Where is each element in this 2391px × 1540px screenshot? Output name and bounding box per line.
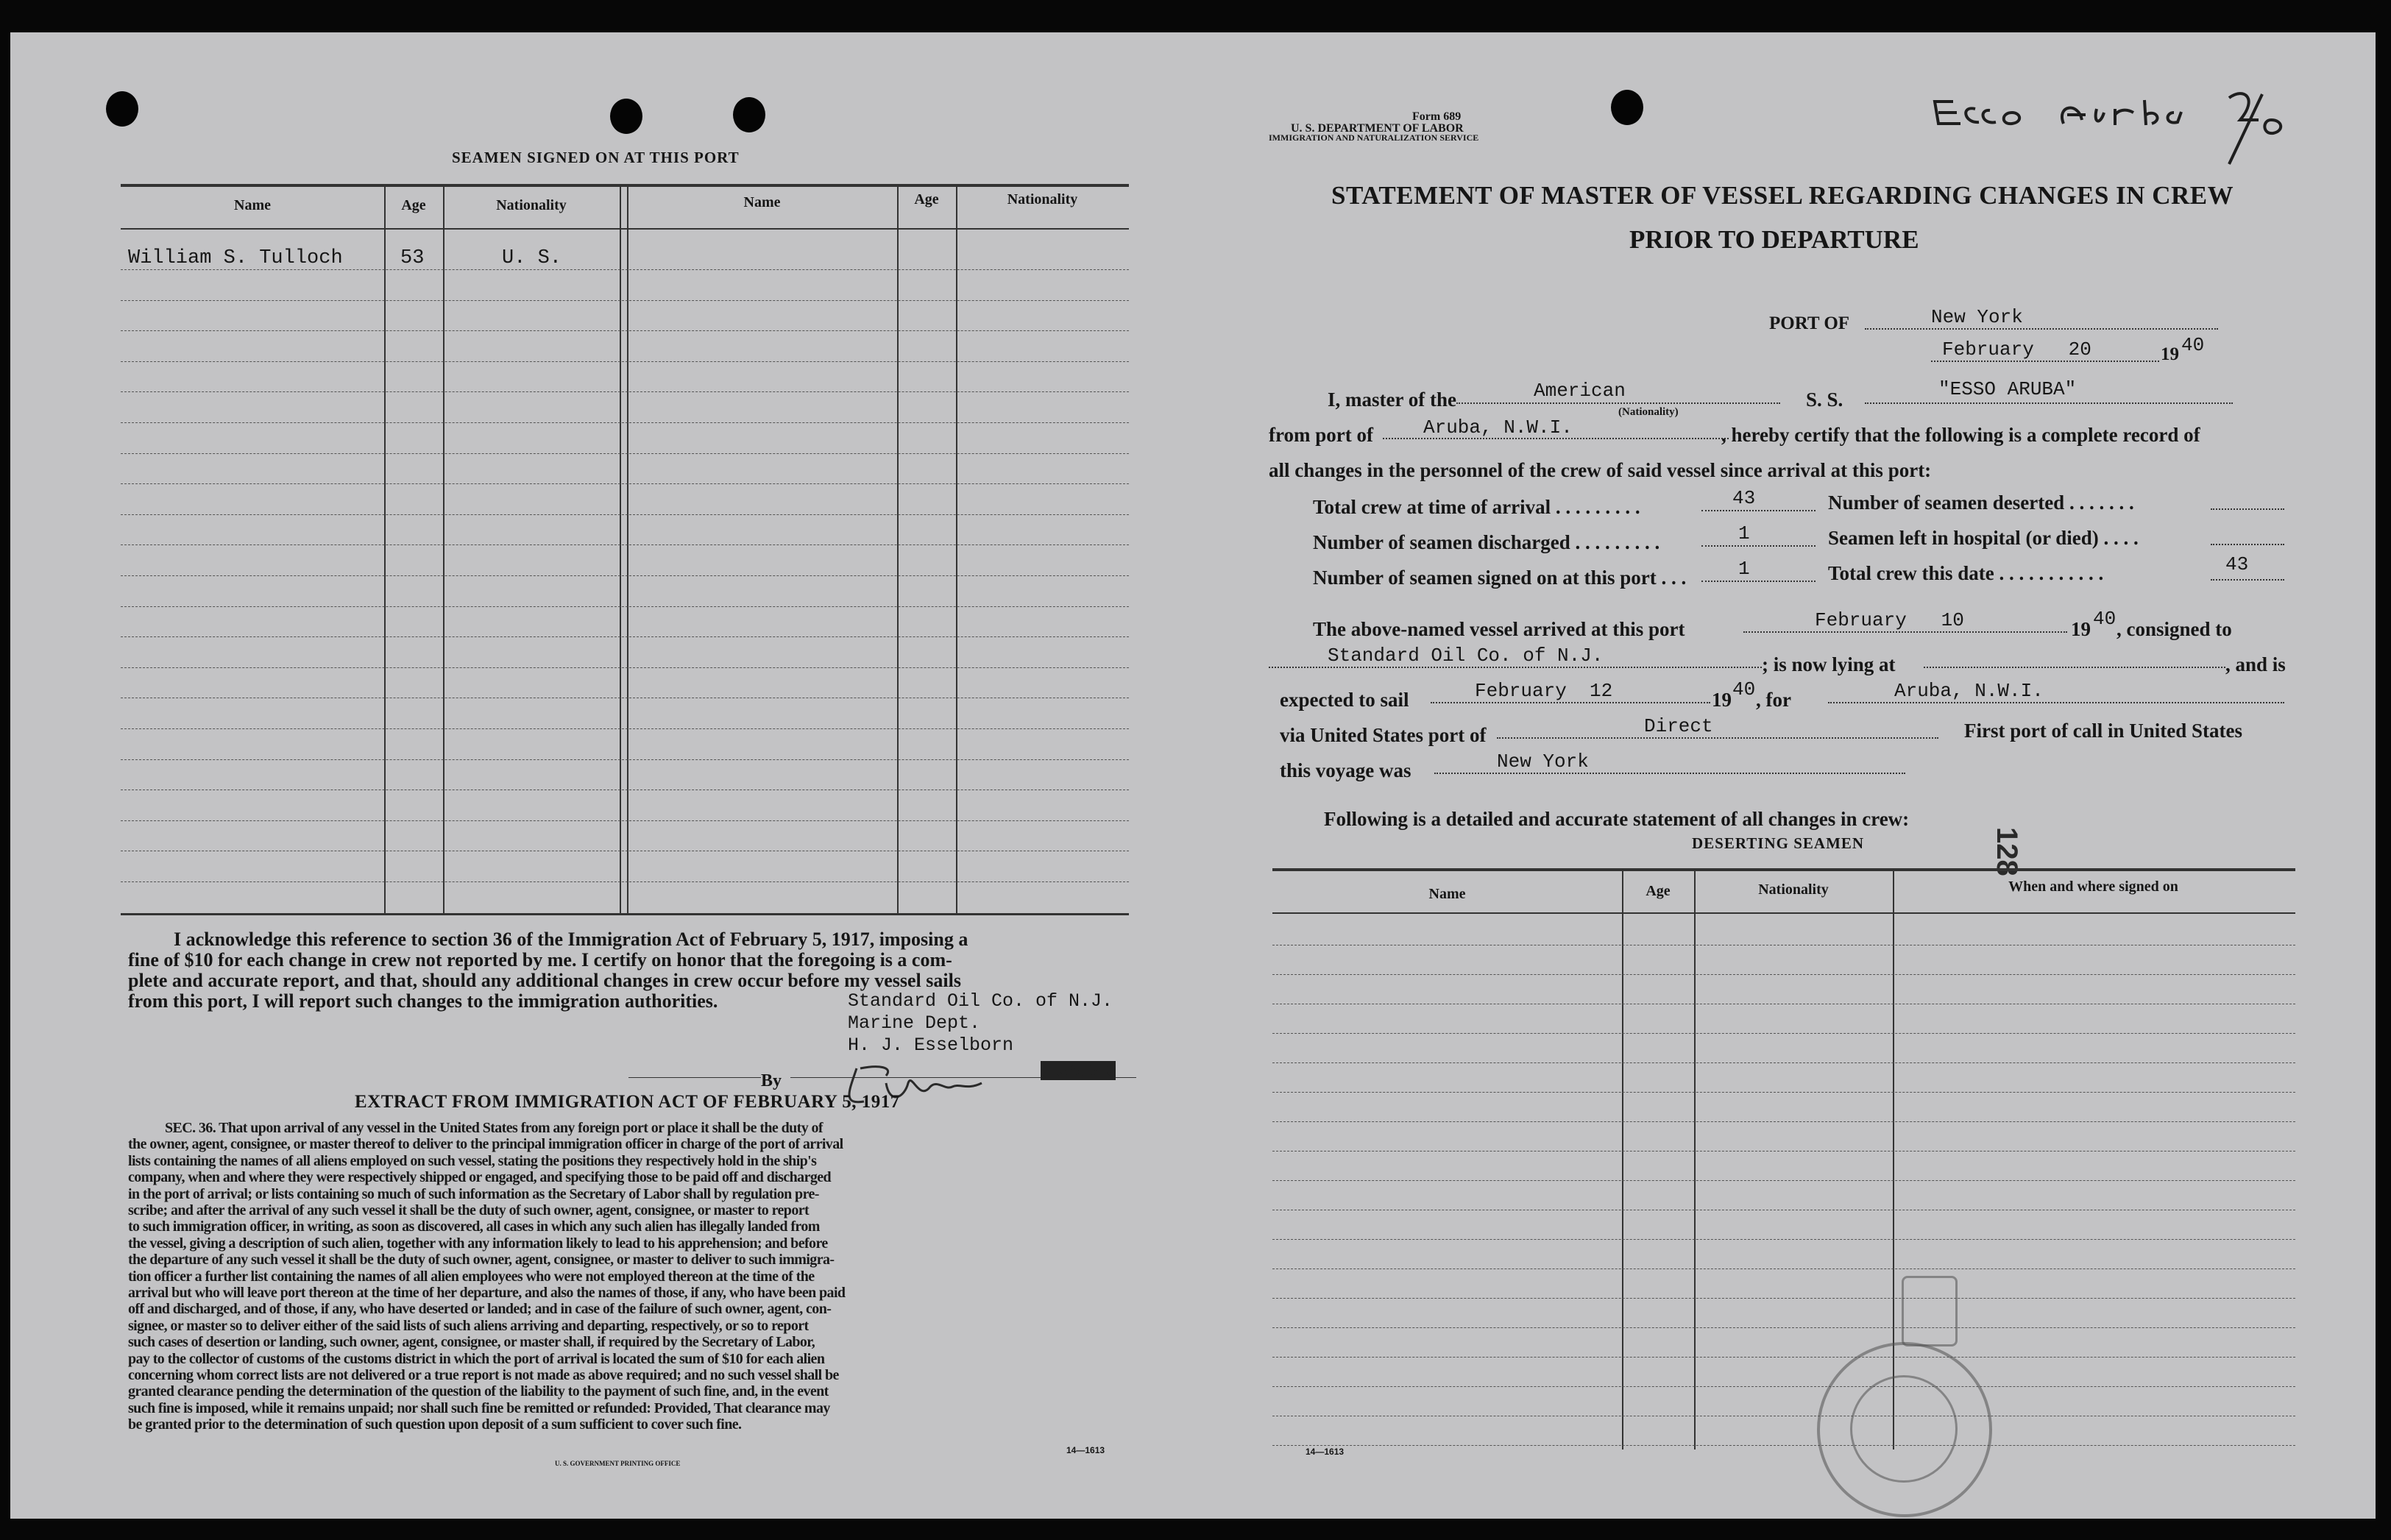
stat-underline (1701, 581, 1816, 582)
column-header-name: Name (743, 194, 781, 210)
from-port-label: from port of (1269, 424, 1373, 446)
sail-value: February 12 (1475, 680, 1613, 702)
ss-value: "ESSO ARUBA" (1938, 378, 2077, 400)
deserting-row-line (1272, 1092, 2295, 1093)
deserting-column-divider (1694, 868, 1696, 1449)
lying-underline (1924, 667, 2225, 668)
extract-line: arrival but who will leave port thereon at the time of her departure, and also the names of those, if any, who have been paid (128, 1285, 846, 1301)
sail-year-prefix: 19 (1712, 689, 1732, 711)
deserting-header-when-where: When and where signed on (2008, 879, 2178, 895)
stamped-number: 128 (1991, 827, 2023, 876)
date-value: February 20 (1942, 338, 2091, 361)
voyage-value: New York (1497, 751, 1589, 773)
extract-line: pay to the collector of customs of the customs district in which the port of arrival is located the sum of $10 for each alien (128, 1350, 825, 1367)
stat-right-value: 43 (2225, 553, 2249, 575)
deserting-header-nationality: Nationality (1758, 881, 1829, 898)
year-prefix: 19 (2161, 344, 2179, 364)
extract-line: such cases of desertion or landing, such owner, agent, consignee, or master shall, if required by the Secretary of Labor, (128, 1334, 815, 1351)
deserting-row-line (1272, 1151, 2295, 1152)
table-bottom-rule (121, 913, 1129, 915)
extract-line: lists containing the names of all aliens employed on such vessel, stating the positions they respectively hold in the ship's (128, 1152, 817, 1169)
from-port-value: Aruba, N.W.I. (1423, 416, 1573, 439)
arrived-underline (1743, 631, 2067, 633)
deserting-row-line (1272, 1386, 2295, 1387)
stat-right-underline (2211, 544, 2284, 545)
master-of-label: I, master of the (1328, 388, 1456, 411)
sail-year-suffix: 40 (1732, 678, 1756, 700)
deserting-column-divider (1622, 868, 1623, 1449)
ss-underline (1865, 402, 2233, 404)
extract-line: SEC. 36. That upon arrival of any vessel in the United States from any foreign port or place it shall be the duty of (165, 1120, 823, 1136)
deserting-row-line (1272, 1180, 2295, 1181)
signer-department: Marine Dept. (848, 1012, 981, 1034)
extract-line: company, when and where they were respectively shipped or engaged, and specifying those to be paid off and discharged (128, 1169, 832, 1186)
extract-line: tion officer a further list containing the names of all alien employees who were not employed thereon at the time of the (128, 1268, 815, 1285)
punch-hole (1611, 90, 1643, 125)
table-row-line (121, 330, 1129, 331)
column-divider (384, 185, 386, 914)
column-header-nationality: Nationality (496, 197, 567, 213)
column-divider (620, 185, 621, 914)
extract-line: granted clearance pending the determination of the question of the liability to the payment of such fine, and, in the event (128, 1383, 829, 1400)
arrived-year-prefix: 19 (2071, 618, 2091, 640)
consigned-label: , consigned to (2117, 618, 2232, 640)
deserting-row-line (1272, 1062, 2295, 1063)
column-header-name: Name (234, 197, 271, 213)
consignee-underline (1269, 667, 1762, 668)
ack-line-1: I acknowledge this reference to section 36 of the Immigration Act of February 5, 1917, imposing a (174, 929, 968, 950)
table-row-line (121, 453, 1129, 454)
extract-line: in the port of arrival; or lists containing so much of such information as the Secretary of Labor shall by regulation pre- (128, 1185, 819, 1202)
crew-name-cell: William S. Tulloch (128, 247, 343, 269)
for-value: Aruba, N.W.I. (1894, 680, 2044, 702)
via-label: via United States port of (1280, 724, 1487, 746)
handwritten-note (1931, 79, 2314, 168)
deserting-header-age: Age (1646, 883, 1671, 899)
extract-line: scribe; and after the arrival of any such vessel it shall be the duty of such owner, agent, consignee, or master to report (128, 1202, 810, 1218)
signer-name: H. J. Esselborn (848, 1035, 1014, 1056)
ack-line-2: fine of $10 for each change in crew not reported by me. I certify on honor that the foregoing is a com- (128, 949, 952, 971)
by-label: By (761, 1071, 782, 1090)
crew-age-cell: 53 (400, 247, 425, 269)
document-sheet (10, 32, 2376, 1519)
table-row-line (121, 881, 1129, 882)
date-stamp (1902, 1276, 1958, 1346)
extract-line: be granted prior to the determination of such question upon deposit of a sum sufficient to cover such fine. (128, 1416, 742, 1433)
table-row-line (121, 483, 1129, 484)
extract-line: the vessel, giving a description of such alien, together with any information likely to lead to his apprehension; and before (128, 1235, 828, 1252)
stat-label: Number of seamen signed on at this port . . . (1313, 567, 1687, 589)
column-divider (897, 185, 899, 914)
column-header-nationality: Nationality (1007, 191, 1078, 207)
voyage-label: this voyage was (1280, 759, 1411, 781)
signature-rule (628, 1077, 761, 1078)
column-divider (627, 185, 628, 914)
table-row-line (121, 575, 1129, 576)
column-header-age: Age (401, 197, 426, 213)
deserting-row-line (1272, 1445, 2295, 1446)
table-row-line (121, 422, 1129, 423)
table-row-line (121, 300, 1129, 301)
extract-line: such fine is imposed, while it remains unpaid; nor shall such fine be remitted or refunded: Provided, That clearance may (128, 1399, 830, 1416)
stat-value: 1 (1738, 558, 1750, 580)
lying-label: ; is now lying at (1762, 653, 1896, 675)
arrived-year-suffix: 40 (2093, 608, 2117, 630)
arrived-label: The above-named vessel arrived at this port (1313, 618, 1685, 640)
deserting-row-line (1272, 1239, 2295, 1240)
table-row-line (121, 667, 1129, 668)
and-is-label: , and is (2225, 653, 2286, 675)
printing-office: U. S. GOVERNMENT PRINTING OFFICE (555, 1460, 681, 1467)
extract-line: concerning whom correct lists are not delivered or a true report is not made as above required; and no such vessel shall be (128, 1367, 839, 1383)
port-label: PORT OF (1769, 313, 1850, 333)
table-row-line (121, 789, 1129, 790)
extract-title: EXTRACT FROM IMMIGRATION ACT OF FEBRUARY 5, 1917 (355, 1092, 900, 1112)
sail-underline (1431, 702, 1710, 703)
official-stamp-inner (1850, 1375, 1958, 1483)
form-title-line-2: PRIOR TO DEPARTURE (1629, 225, 1919, 254)
stat-underline (1701, 545, 1816, 547)
extract-line: signee, or master so to deliver either of the said lists of such aliens arriving and departing, respectively, or so to report (128, 1317, 809, 1334)
for-label: , for (1756, 689, 1791, 711)
stat-right-label: Total crew this date . . . . . . . . . . . (1828, 562, 2104, 584)
certify-text: , hereby certify that the following is a complete record of (1721, 424, 2200, 446)
ack-line-4: from this port, I will report such changes to the immigration authorities. (128, 990, 718, 1012)
table-row-line (121, 391, 1129, 392)
stat-value: 43 (1732, 487, 1756, 509)
column-divider (443, 185, 444, 914)
stat-label: Total crew at time of arrival . . . . . . . . . (1313, 496, 1640, 518)
punch-hole (106, 91, 138, 127)
sail-label: expected to sail (1280, 689, 1409, 711)
table-row-line (121, 269, 1129, 270)
deserting-header-rule (1272, 912, 2295, 914)
punch-hole (610, 99, 642, 134)
from-port-underline (1383, 438, 1729, 439)
ss-label: S. S. (1806, 388, 1843, 411)
extract-line: to such immigration officer, in writing, as soon as discovered, all cases in which any such alien has illegally landed from (128, 1218, 820, 1235)
deserting-row-line (1272, 974, 2295, 975)
year-suffix: 40 (2181, 334, 2205, 356)
stat-underline (1701, 510, 1816, 511)
table-row-line (121, 759, 1129, 760)
left-form-code: 14—1613 (1066, 1445, 1105, 1455)
for-underline (1828, 702, 2284, 703)
table-top-rule (121, 184, 1129, 187)
table-row-line (121, 514, 1129, 515)
stat-right-underline (2211, 579, 2284, 581)
crew-nationality-cell: U. S. (502, 247, 562, 269)
deserting-header-name: Name (1428, 886, 1466, 902)
stat-label: Number of seamen discharged . . . . . . . . . (1313, 531, 1660, 553)
right-form-code: 14—1613 (1306, 1447, 1345, 1457)
master-label: MASTER (1041, 1061, 1116, 1080)
table-row-line (121, 728, 1129, 729)
form-title-line-1: STATEMENT OF MASTER OF VESSEL REGARDING CHANGES IN CREW (1331, 181, 2234, 210)
following-label: Following is a detailed and accurate statement of all changes in crew: (1324, 808, 1910, 830)
deserting-row-line (1272, 1298, 2295, 1299)
deserting-row-line (1272, 1357, 2295, 1358)
extract-line: the departure of any such vessel it shall be the duty of such owner, agent, consignee, or master to deliver to such immigra- (128, 1252, 835, 1268)
form-number: Form 689 (1412, 110, 1462, 123)
nationality-value: American (1534, 380, 1626, 402)
port-underline (1865, 328, 2218, 330)
service-name: IMMIGRATION AND NATURALIZATION SERVICE (1269, 132, 1479, 143)
date-underline (1931, 361, 2159, 362)
table-header-rule (121, 228, 1129, 230)
column-header-age: Age (914, 191, 939, 207)
deserting-title: DESERTING SEAMEN (1692, 834, 1865, 852)
table-row-line (121, 606, 1129, 607)
signer-company: Standard Oil Co. of N.J. (848, 990, 1113, 1012)
punch-hole (733, 97, 765, 132)
via-underline (1497, 737, 1938, 739)
stat-right-underline (2211, 508, 2284, 510)
stat-right-label: Number of seamen deserted . . . . . . . (1828, 492, 2134, 514)
extract-line: off and discharged, and of those, if any, who have deserted or landed; and in case of the failure of such owner, agent, con- (128, 1301, 832, 1318)
department-name: U. S. DEPARTMENT OF LABOR (1291, 122, 1464, 135)
extract-line: the owner, agent, consignee, or master thereof to deliver to the principal immigration officer in charge of the port of arrival (128, 1136, 843, 1153)
table-row-line (121, 636, 1129, 637)
ack-line-3: plete and accurate report, and that, should any additional changes in crew occur before my vessel sails (128, 970, 961, 991)
deserting-top-rule (1272, 868, 2295, 871)
table-row-line (121, 361, 1129, 362)
port-value: New York (1931, 306, 2023, 328)
nationality-underline (1456, 402, 1780, 404)
deserting-row-line (1272, 1268, 2295, 1269)
deserting-row-line (1272, 1033, 2295, 1034)
voyage-underline (1434, 773, 1905, 774)
table-row-line (121, 544, 1129, 545)
stat-value: 1 (1738, 522, 1750, 544)
via-value: Direct (1644, 715, 1713, 737)
left-panel-title: SEAMEN SIGNED ON AT THIS PORT (452, 149, 740, 166)
deserting-row-line (1272, 1327, 2295, 1328)
stat-right-label: Seamen left in hospital (or died) . . . . (1828, 527, 2139, 549)
column-divider (956, 185, 957, 914)
arrived-value: February 10 (1815, 609, 1964, 631)
consignee-value: Standard Oil Co. of N.J. (1328, 645, 1604, 667)
deserting-row-line (1272, 1121, 2295, 1122)
first-port-label: First port of call in United States (1964, 720, 2242, 742)
certify-text-2: all changes in the personnel of the crew of said vessel since arrival at this port: (1269, 459, 1932, 481)
nationality-caption: (Nationality) (1618, 406, 1679, 418)
table-row-line (121, 820, 1129, 821)
